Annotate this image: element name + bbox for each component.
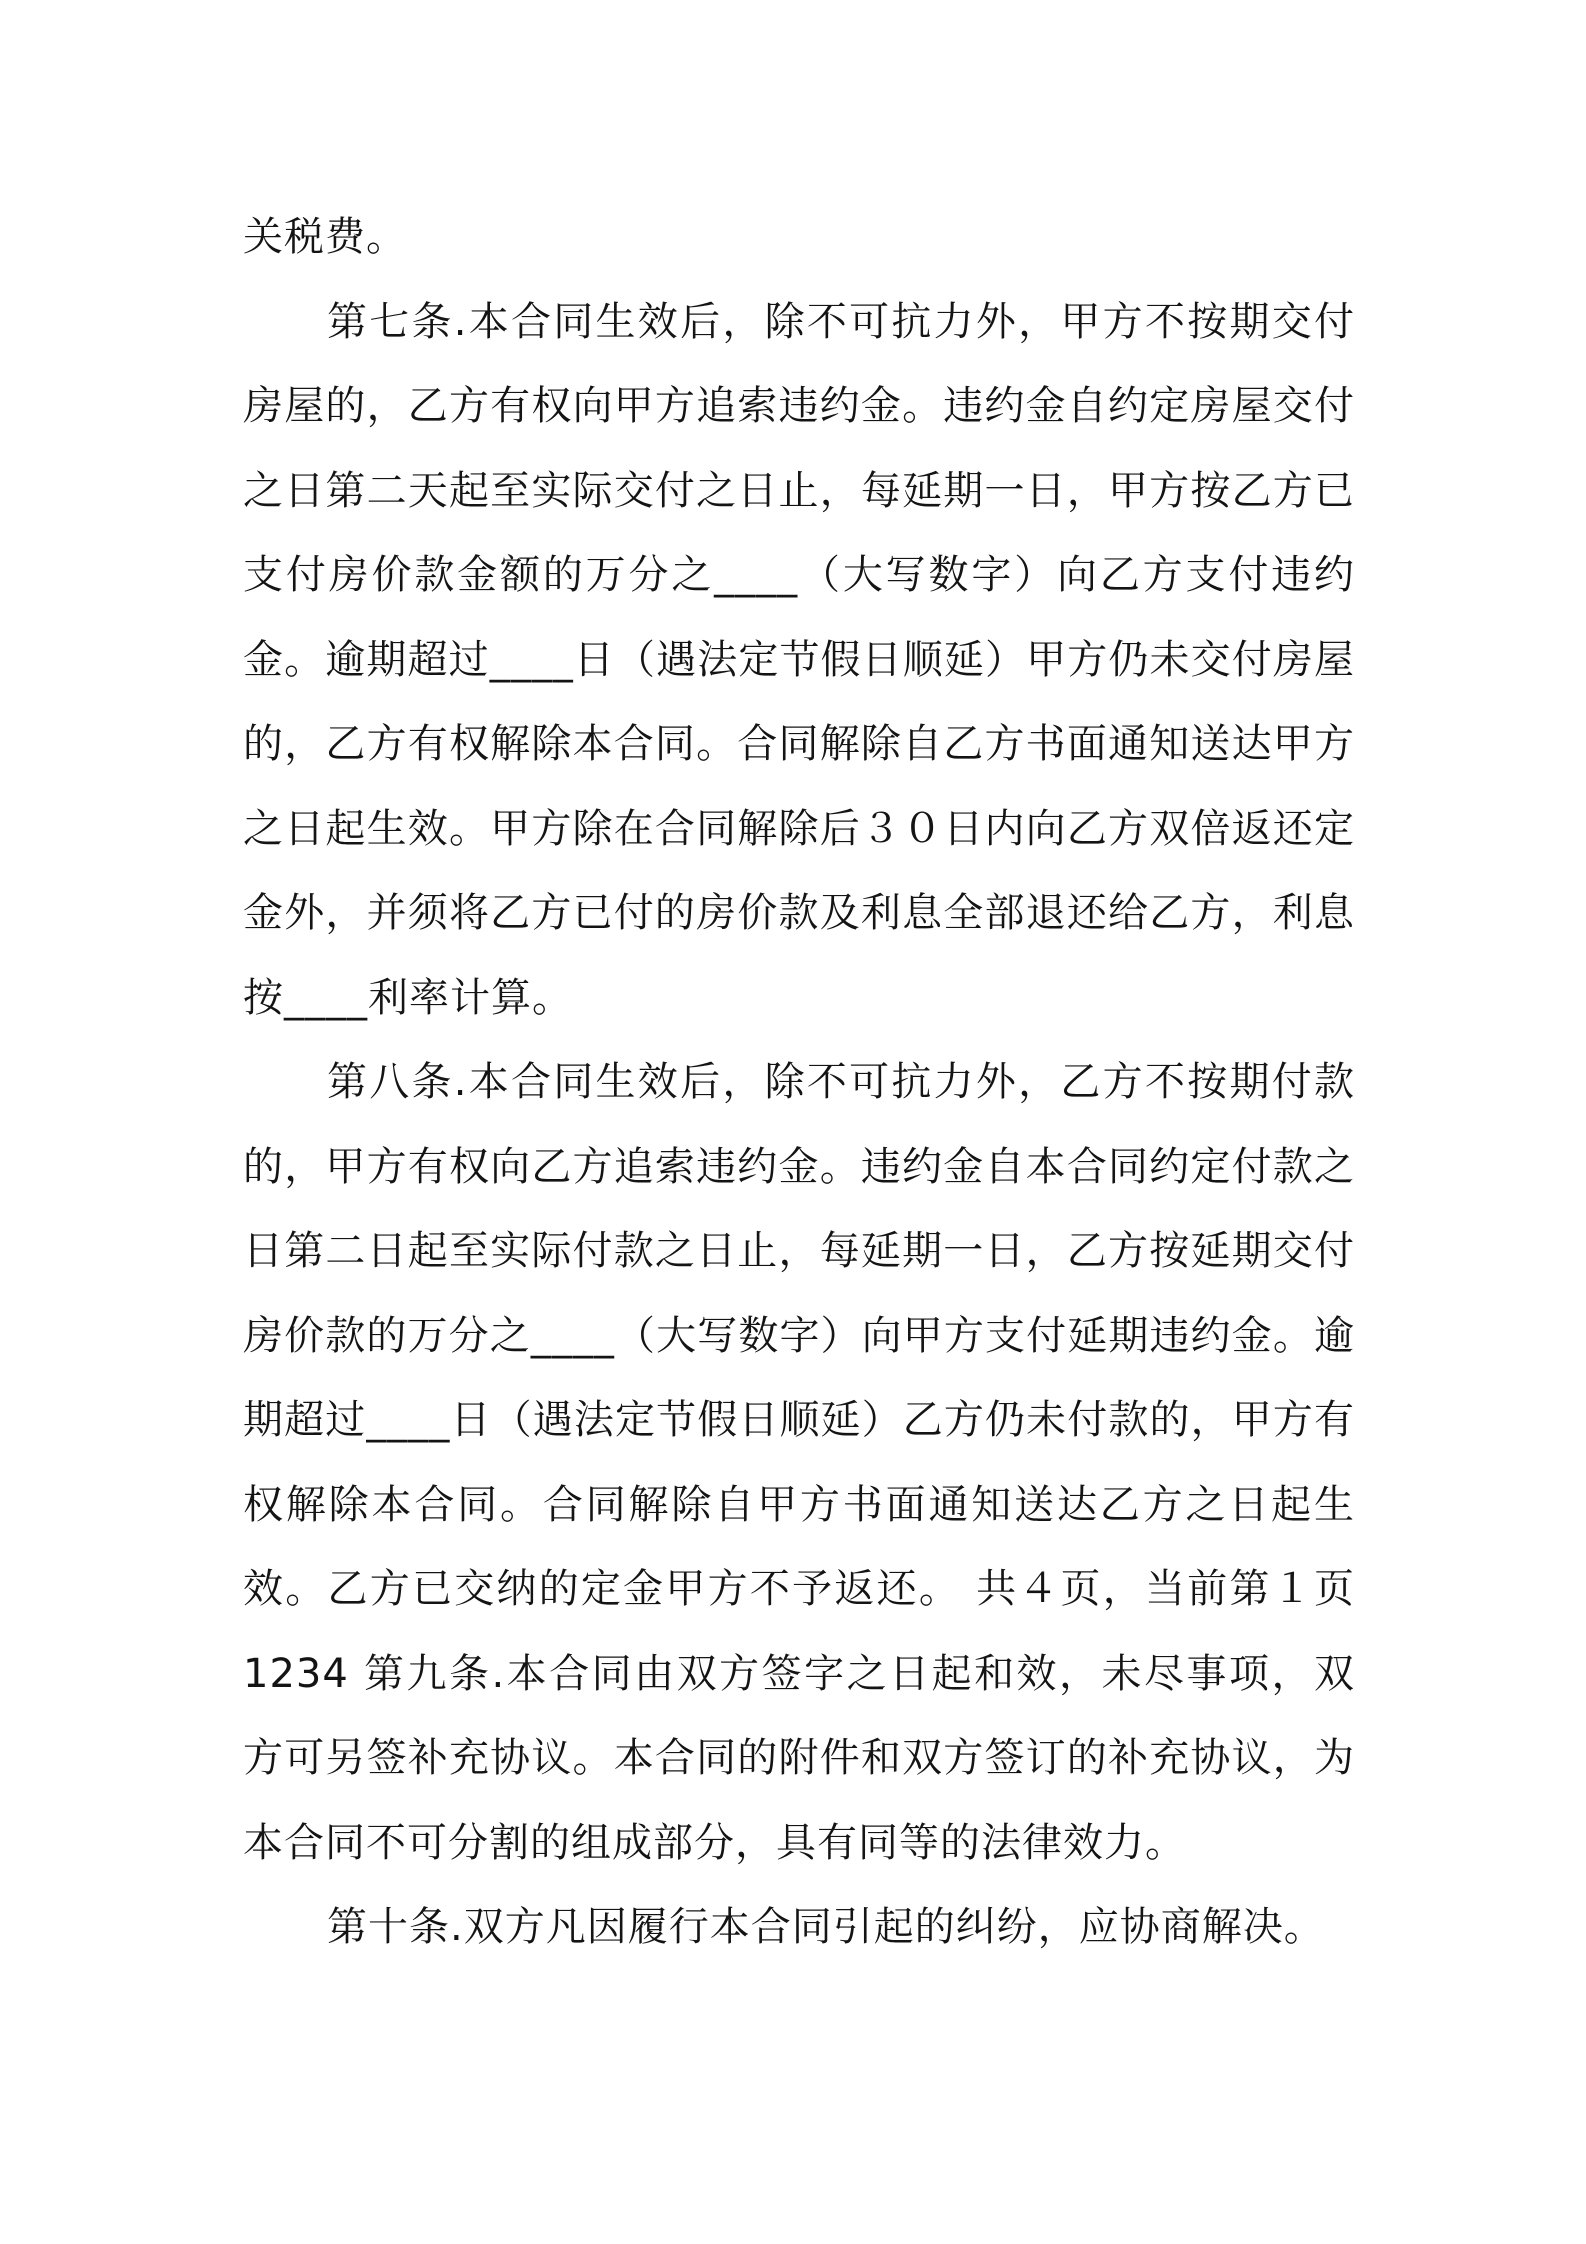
paragraph-article-7: 第七条.本合同生效后，除不可抗力外，甲方不按期交付房屋的，乙方有权向甲方追索违约金。违约金自约定房屋交付之日第二天起至实际交付之日止，每延期一日，甲方按乙方已支付房价款金额的万分之____（大写数字）向乙方支付违约金。逾期超过____日（遇法定节假日顺延）甲方仍未交付房屋的，乙方有权解除本合同。合同解除自乙方书面通知送达甲方之日起生效。甲方除在合同解除后３０日内向乙方双倍返还定金外，并须将乙方已付的房价款及利息全部退还给乙方，利息按____利率计算。 [243,298,1355,1021]
paragraph-article-8-9: 第八条.本合同生效后，除不可抗力外，乙方不按期付款的，甲方有权向乙方追索违约金。违约金自本合同约定付款之日第二日起至实际付款之日止，每延期一日，乙方按延期交付房价款的万分之____（大写数字）向甲方支付延期违约金。逾期超过____日（遇法定节假日顺延）乙方仍未付款的，甲方有权解除本合同。合同解除自甲方书面通知送达乙方之日起生效。乙方已交纳的定金甲方不予返还。 共４页，当前第１页1234 第九条.本合同由双方签字之日起和效，未尽事项，双方可另签补充协议。本合同的附件和双方签订的补充协议，为本合同不可分割的组成部分，具有同等的法律效力。 [243,1059,1355,1866]
document-body [243,195,1355,1970]
paragraph-tax-continuation: 关税费。 [243,214,407,260]
paragraph-article-10: 第十条.双方凡因履行本合同引起的纠纷，应协商解决。 [327,1904,1325,1950]
